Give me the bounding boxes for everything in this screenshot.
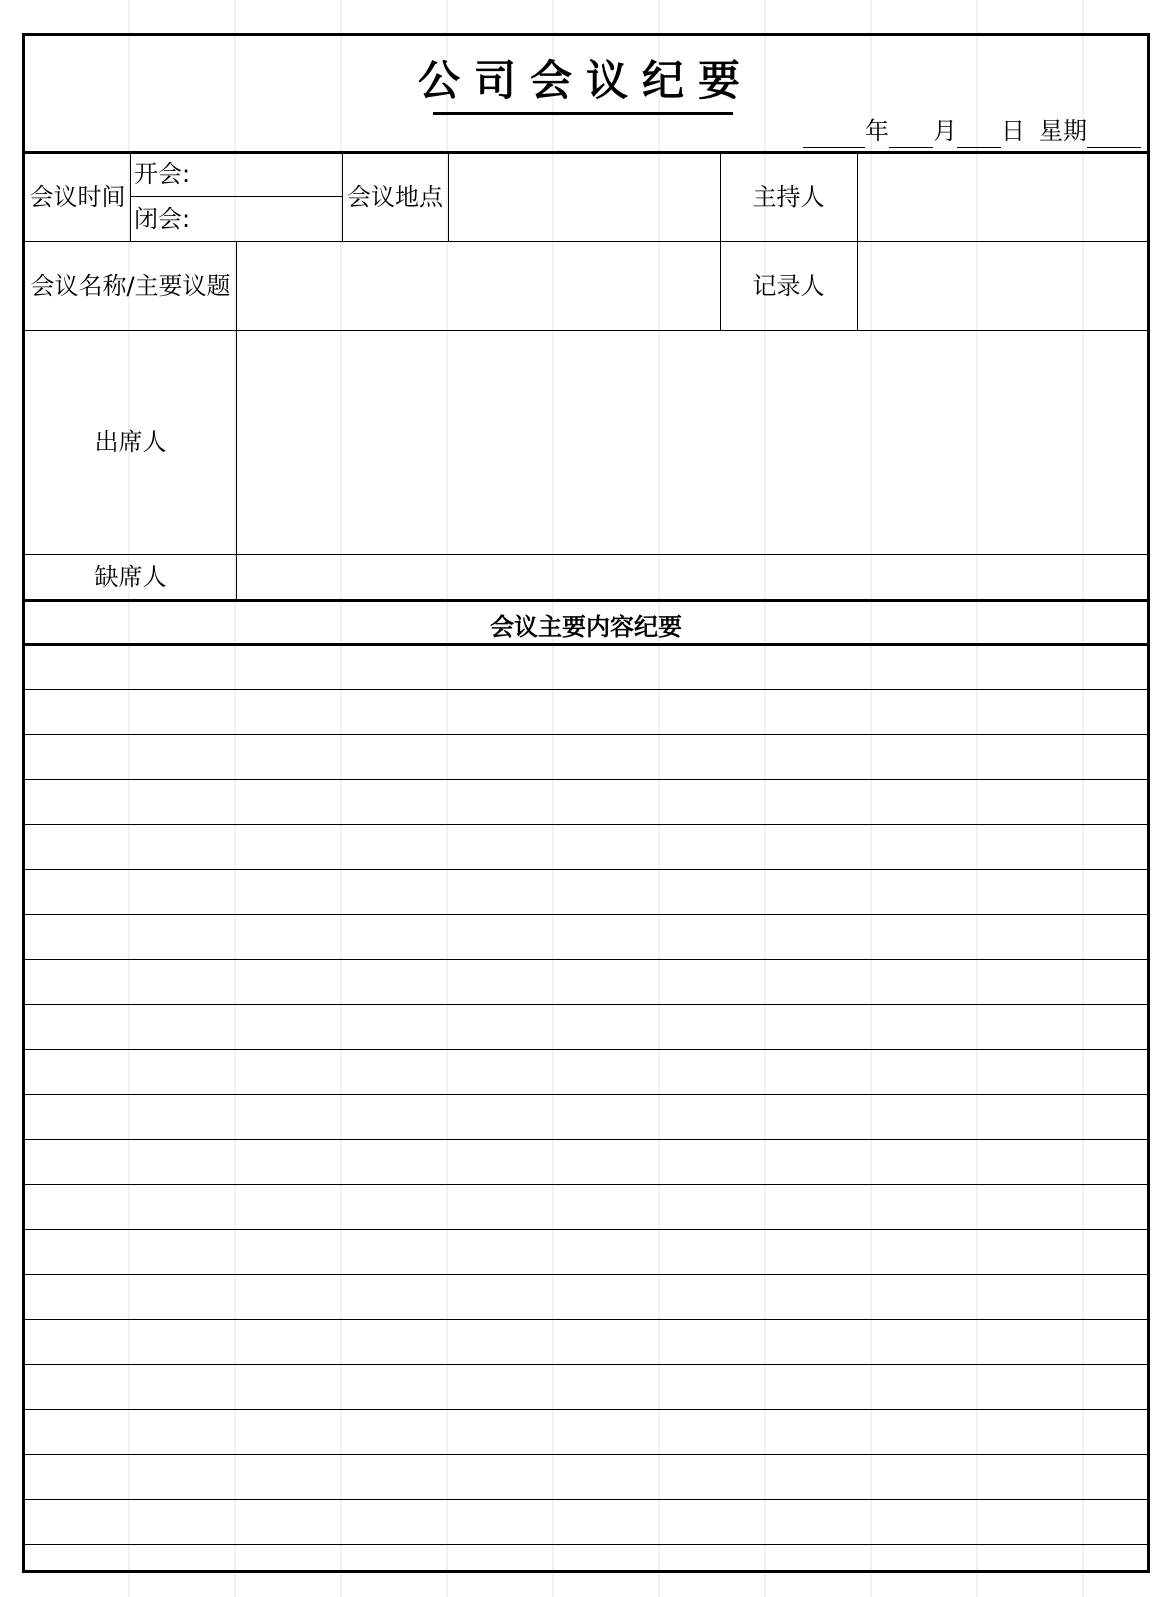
- ruled-line: [25, 1319, 1147, 1320]
- recorder-label: 记录人: [752, 271, 825, 300]
- start-time-label: 开会:: [134, 160, 191, 188]
- ruled-line: [25, 1544, 1147, 1545]
- host-label: 主持人: [752, 182, 825, 211]
- ruled-line: [25, 959, 1147, 960]
- ruled-line: [25, 1139, 1147, 1140]
- recorder-field[interactable]: [857, 241, 1147, 330]
- end-time-label: 闭会:: [134, 204, 191, 233]
- absentees-label: 缺席人: [94, 562, 167, 591]
- ruled-line: [25, 1454, 1147, 1455]
- ruled-line: [25, 869, 1147, 870]
- ruled-line: [25, 1004, 1147, 1005]
- section-divider: [25, 599, 1147, 602]
- document-title: 公司会议纪要: [417, 56, 754, 105]
- ruled-line: [25, 914, 1147, 915]
- attendees-label: 出席人: [94, 428, 167, 456]
- meeting-minutes-form: [22, 33, 1150, 1573]
- ruled-line: [25, 1409, 1147, 1410]
- ruled-line: [25, 779, 1147, 780]
- location-field[interactable]: [448, 152, 720, 241]
- day-blank[interactable]: [957, 121, 1001, 148]
- ruled-line: [25, 1499, 1147, 1500]
- ruled-line: [25, 734, 1147, 735]
- minutes-content-area[interactable]: [25, 645, 1147, 1570]
- ruled-line: [25, 1184, 1147, 1185]
- day-label: 日: [1001, 117, 1025, 145]
- weekday-label: 星期: [1039, 117, 1087, 145]
- ruled-line: [25, 1049, 1147, 1050]
- month-blank[interactable]: [889, 121, 933, 148]
- ruled-line: [25, 1094, 1147, 1095]
- content-heading: 会议主要内容纪要: [490, 612, 682, 641]
- month-label: 月: [933, 117, 957, 145]
- topic-field[interactable]: [236, 241, 720, 330]
- ruled-line: [25, 1229, 1147, 1230]
- year-blank[interactable]: [803, 121, 865, 148]
- location-label: 会议地点: [347, 182, 443, 211]
- date-line: [803, 114, 1141, 148]
- meeting-time-label: 会议时间: [29, 182, 126, 211]
- host-field[interactable]: [857, 152, 1147, 241]
- absentees-field[interactable]: [236, 554, 1147, 599]
- ruled-line: [25, 1274, 1147, 1275]
- weekday-blank[interactable]: [1087, 121, 1141, 148]
- topic-label: 会议名称/主要议题: [30, 271, 231, 300]
- ruled-line: [25, 689, 1147, 690]
- year-label: 年: [865, 117, 889, 145]
- ruled-line: [25, 824, 1147, 825]
- attendees-field[interactable]: [236, 330, 1147, 554]
- title-underline: [433, 112, 733, 115]
- ruled-line: [25, 1364, 1147, 1365]
